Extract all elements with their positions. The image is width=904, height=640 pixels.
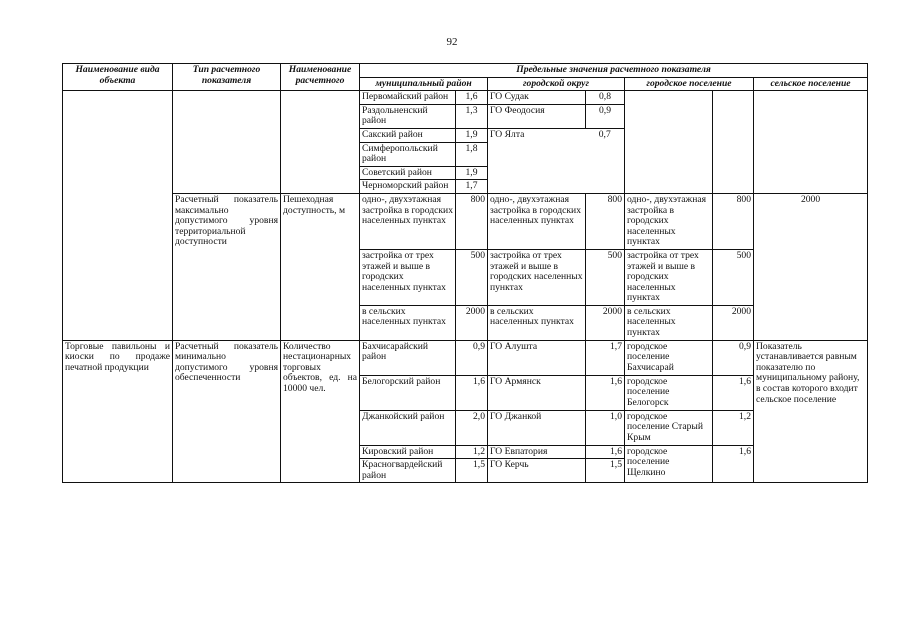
urban-value: 1,6 — [713, 375, 754, 410]
mun-desc: застройка от трех этажей и выше в городских населенных пунктах — [360, 249, 456, 305]
urban-value: 1,6 — [713, 445, 754, 483]
header-name: Наименование расчетного — [281, 64, 360, 91]
object-cell-empty — [63, 193, 173, 340]
urban-value-empty — [713, 91, 754, 194]
district-value: 1,3 — [456, 104, 488, 128]
mun-value: 1,6 — [456, 375, 488, 410]
city-name: ГО Феодосия — [488, 104, 586, 128]
city-value: 500 — [586, 249, 625, 305]
header-limits: Предельные значения расчетного показателя — [360, 64, 868, 78]
district-name: Сакский район — [360, 128, 456, 142]
city-name: ГО Ялта — [488, 128, 586, 193]
mun-value: 1,2 — [456, 445, 488, 459]
city-value: 800 — [586, 193, 625, 249]
urban-desc: застройка от трех этажей и выше в городских населенных пунктах — [625, 249, 713, 305]
district-name: Черноморский район — [360, 180, 456, 194]
city-value: 0,7 — [586, 128, 625, 193]
table-row — [63, 193, 868, 249]
city-name: ГО Евпатория — [488, 445, 586, 459]
rural-value: 2000 — [754, 193, 868, 340]
district-value: 1,7 — [456, 180, 488, 194]
access-type: Расчетный показатель максимально допустимого уровня территориальной доступности — [173, 193, 281, 340]
header-object: Наименование вида объекта — [63, 64, 173, 91]
city-value: 0,8 — [586, 91, 625, 105]
city-value: 1,0 — [586, 410, 625, 445]
city-desc: застройка от трех этажей и выше в городских населенных пунктах — [488, 249, 586, 305]
city-desc: одно-, двухэтажная застройка в городских населенных пунктах — [488, 193, 586, 249]
city-name: ГО Джанкой — [488, 410, 586, 445]
city-value: 2000 — [586, 305, 625, 340]
city-value: 0,9 — [586, 104, 625, 128]
rural-note: Показатель устанавливается равным показателю по муниципальному району, в состав которого входит сельское поселение — [754, 340, 868, 483]
district-value: 1,8 — [456, 142, 488, 166]
name-cell-empty — [281, 91, 360, 194]
mun-value: 2000 — [456, 305, 488, 340]
mun-value: 2,0 — [456, 410, 488, 445]
district-name: Первомайский район — [360, 91, 456, 105]
subheader-rural: сельское поселение — [754, 77, 868, 91]
city-value: 1,6 — [586, 445, 625, 459]
district-value: 1,9 — [456, 166, 488, 180]
city-value: 1,7 — [586, 340, 625, 375]
urban-desc: в сельских населенных пунктах — [625, 305, 713, 340]
mun-desc: одно-, двухэтажная застройка в городских населенных пунктах — [360, 193, 456, 249]
table-row — [63, 91, 868, 105]
urban-value: 500 — [713, 249, 754, 305]
mun-name: Бахчисарайский район — [360, 340, 456, 375]
urban-value: 800 — [713, 193, 754, 249]
mun-name: Белогорский район — [360, 375, 456, 410]
subheader-city: городской округ — [488, 77, 625, 91]
kiosks-type: Расчетный показатель минимально допустимого уровня обеспеченности — [173, 340, 281, 483]
urban-desc: одно-, двухэтажная застройка в городских населенных пунктах — [625, 193, 713, 249]
mun-value: 0,9 — [456, 340, 488, 375]
mun-name: Джанкойский район — [360, 410, 456, 445]
type-cell-empty — [173, 91, 281, 194]
subheader-urban: городское поселение — [625, 77, 754, 91]
object-cell-empty — [63, 91, 173, 194]
mun-name: Кировский район — [360, 445, 456, 459]
access-name: Пешеходная доступность, м — [281, 193, 360, 340]
district-name: Симферопольский район — [360, 142, 456, 166]
mun-value: 500 — [456, 249, 488, 305]
mun-name: Красногвардейский район — [360, 459, 456, 483]
urban-name: городское поселение Щелкино — [625, 445, 713, 483]
urban-cell-empty — [625, 91, 713, 194]
table-row — [63, 340, 868, 375]
city-desc: в сельских населенных пунктах — [488, 305, 586, 340]
district-value: 1,9 — [456, 128, 488, 142]
city-value: 1,5 — [586, 459, 625, 483]
urban-value: 0,9 — [713, 340, 754, 375]
kiosks-name: Количество нестационарных торговых объектов, ед. на 10000 чел. — [281, 340, 360, 483]
subheader-municipal: муниципальный район — [360, 77, 488, 91]
urban-name: городское поселение Белогорск — [625, 375, 713, 410]
header-type: Тип расчетного показателя — [173, 64, 281, 91]
district-value: 1,6 — [456, 91, 488, 105]
urban-name: городское поселение Бахчисарай — [625, 340, 713, 375]
mun-value: 800 — [456, 193, 488, 249]
urban-name: городское поселение Старый Крым — [625, 410, 713, 445]
district-name: Советский район — [360, 166, 456, 180]
urban-value: 1,2 — [713, 410, 754, 445]
city-name: ГО Керчь — [488, 459, 586, 483]
urban-value: 2000 — [713, 305, 754, 340]
city-value: 1,6 — [586, 375, 625, 410]
city-name: ГО Алушта — [488, 340, 586, 375]
rural-cell-empty — [754, 91, 868, 194]
mun-value: 1,5 — [456, 459, 488, 483]
norms-table — [62, 63, 868, 483]
kiosks-object: Торговые павильоны и киоски по продаже печатной продукции — [63, 340, 173, 483]
mun-desc: в сельских населенных пунктах — [360, 305, 456, 340]
header-row — [63, 64, 868, 78]
district-name: Раздольненский район — [360, 104, 456, 128]
city-name: ГО Армянск — [488, 375, 586, 410]
page-number: 92 — [446, 36, 458, 48]
city-name: ГО Судак — [488, 91, 586, 105]
